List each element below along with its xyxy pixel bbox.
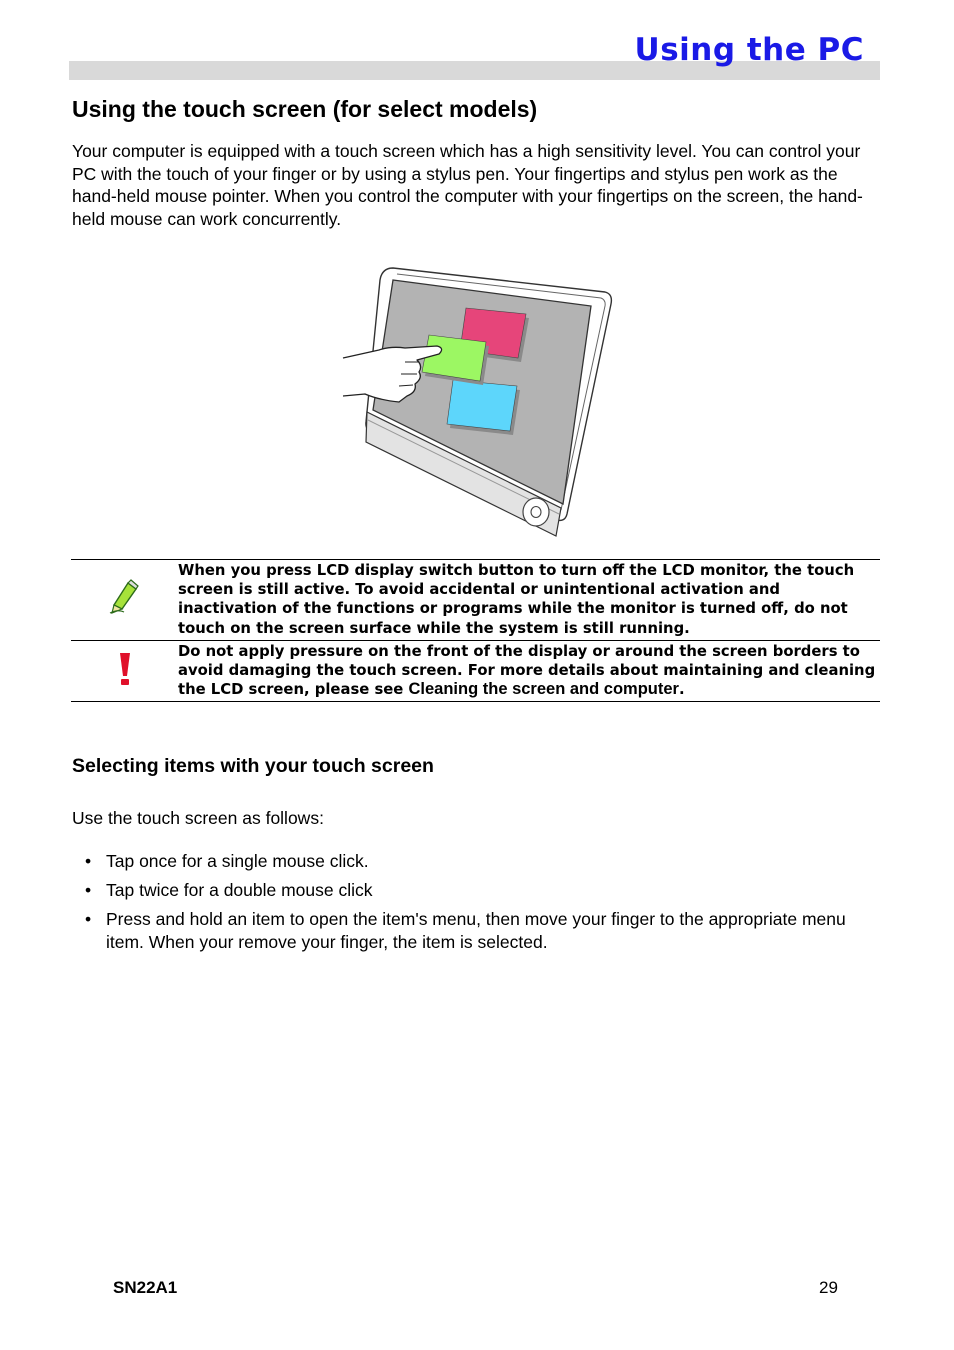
exclamation-warning-icon xyxy=(115,651,135,687)
list-item xyxy=(72,879,884,902)
bullet-icon: • xyxy=(85,851,92,871)
bullet-icon: • xyxy=(85,909,92,929)
note-row-warning xyxy=(71,640,880,702)
note-warning-text-a: Do not apply pressure on the front of the display or around the screen borders to avoid damaging the touch screen. For more details about maintaining and cleaning the LCD screen, please see xyxy=(178,642,876,699)
power-button-icon xyxy=(523,498,549,526)
note-row-info xyxy=(71,560,880,641)
chapter-title: Using the PC xyxy=(634,32,864,68)
intro-paragraph: Your computer is equipped with a touch screen which has a high sensitivity level. You can control your PC with the touch of your finger or by using a stylus pen. Your fingertips and stylus pen work as the hand-held mouse pointer. When you control the computer with your fingertips on the screen, the hand-held mouse can work concurrently. xyxy=(72,141,863,229)
bullet-icon: • xyxy=(85,880,92,900)
note-text-info: When you press LCD display switch button to turn off the LCD monitor, the touch screen is still active. To avoid accidental or unintentional activation and inactivation of the functions or programs while the monitor is turned off, do not touch on the screen surface while the system is still running. xyxy=(178,562,855,637)
page-number: 29 xyxy=(819,1278,838,1297)
tile-blue xyxy=(447,380,517,431)
list-item-text: Tap once for a single mouse click. xyxy=(106,851,369,871)
notes-table xyxy=(71,559,880,702)
cleaning-screen-reference: Cleaning the screen and computer xyxy=(408,680,679,699)
list-item-text: Tap twice for a double mouse click xyxy=(106,880,373,900)
pencil-note-icon xyxy=(108,579,142,615)
subsection-title: Selecting items with your touch screen xyxy=(72,755,434,777)
footer-model: SN22A1 xyxy=(113,1278,178,1297)
section-title: Using the touch screen (for select models) xyxy=(72,96,538,122)
bullet-list xyxy=(72,850,884,960)
lead-text: Use the touch screen as follows: xyxy=(72,808,324,828)
note-text-warning xyxy=(178,640,880,702)
list-item xyxy=(72,908,884,954)
note-warning-text-b: . xyxy=(678,681,685,699)
touch-screen-illustration xyxy=(335,262,620,544)
list-item xyxy=(72,850,884,873)
list-item-text: Press and hold an item to open the item's menu, then move your finger to the appropriate menu item. When your remove your finger, the item is selected. xyxy=(106,909,846,952)
